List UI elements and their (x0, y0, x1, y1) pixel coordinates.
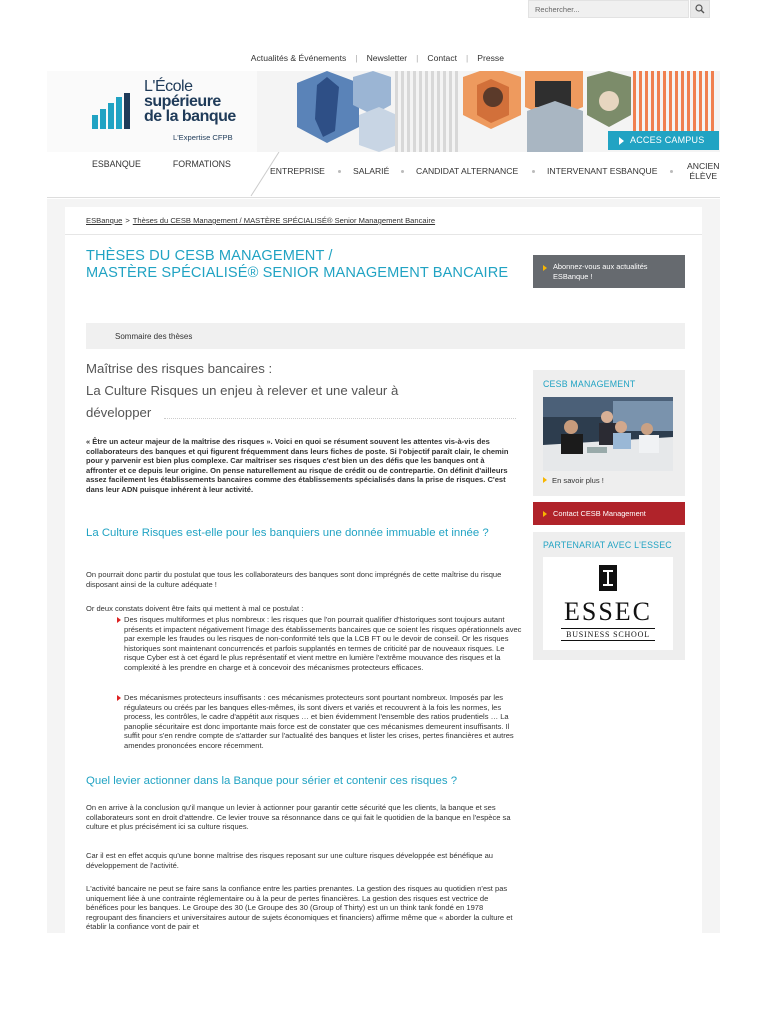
nav-candidat-alternance[interactable]: CANDIDAT ALTERNANCE (416, 166, 519, 176)
paragraph: Car il est en effet acquis qu'une bonne maîtrise des risques reposant sur une culture risques développée est bénéfique au développement de l'activité. (86, 851, 493, 870)
essec-subtitle: BUSINESS SCHOOL (561, 628, 655, 641)
breadcrumb-home[interactable]: ESBanque (86, 216, 123, 225)
acces-campus-button[interactable] (608, 131, 719, 150)
article-intro: « Être un acteur majeur de la maîtrise des risques ». Voici en quoi se résument souvent les attentes vis-à-vis des collaborateurs des banques et qui figurent fréquemment dans leurs fiches de poste. Si l'objectif paraît clair, le chemin pour y parvenir est bien plus complexe. Car maîtriser ses risques c'est bien un des défis que les banques ont à affronter et ce depuis leur origine. On pense naturellement au risque de crédit ou de contrepartie. On définit d'ailleurs assez facilement les établissements bancaires comme des établissements spécialisés dans la prise de risques. C'est dans leur ADN puisque inhérent à leur activité. (86, 437, 509, 494)
page-title-line2: MASTÈRE SPÉCIALISÉ® SENIOR MANAGEMENT BANCAIRE (86, 265, 509, 281)
dotted-divider (164, 418, 516, 419)
search-button[interactable] (690, 0, 710, 18)
list-item-text: Des mécanismes protecteurs insuffisants : ces mécanismes protecteurs sont pourtant nombreux. Imposés par les régulateurs ou créés par les banques elles-mêmes, ils sont divers et variés et recouvrent à la fois les normes, les process, les contrôles, le cadre d'appétit aux risques … et bien évidemment l'ensemble des ratios prudentiels … La panoplie sécuritaire est donc importante mais force est de constater que ces mécanismes demeurent insuffisants. Il suffit pour s'en rendre compte de s'attarder sur l'actualité des banques et lister les crises, pertes financières et autres amendes prononcées encore récemment. (124, 693, 514, 750)
sommaire-link[interactable]: Sommaire des thèses (86, 323, 685, 349)
article-heading-line2: La Culture Risques un enjeu à relever et une valeur à (86, 383, 399, 398)
logo[interactable] (47, 71, 257, 152)
link-contact[interactable]: Contact (427, 53, 458, 63)
paragraph: On pourrait donc partir du postulat que tous les collaborateurs des banques sont donc imprégnés de cette maîtrise du risque disposant ainsi de la culture adéquate ! (86, 570, 502, 589)
breadcrumb-separator: > (125, 216, 130, 225)
utility-links (242, 53, 513, 63)
utility-bar (0, 50, 768, 70)
nav-esbanque[interactable]: ESBANQUE (92, 159, 141, 169)
article-heading (86, 358, 516, 424)
nav-ancien-line1: ANCIEN (687, 161, 720, 171)
nav-salarie[interactable]: SALARIÉ (353, 166, 390, 176)
nav-dot (338, 170, 341, 173)
nav-dot (670, 170, 673, 173)
sidebar-essec-title[interactable]: PARTENARIAT AVEC L'ESSEC (543, 540, 672, 550)
primary-nav (92, 159, 231, 169)
sidebar-cesb-title[interactable]: CESB MANAGEMENT (543, 379, 636, 389)
main-nav (47, 152, 720, 198)
nav-formations[interactable]: FORMATIONS (172, 159, 231, 169)
essec-wordmark: ESSEC (563, 597, 653, 626)
subscribe-label: Abonnez-vous aux actualités ESBanque ! (553, 262, 648, 281)
nav-dot (532, 170, 535, 173)
page-title-line1: THÈSES DU CESB MANAGEMENT / (86, 248, 333, 264)
essec-emblem-icon (599, 565, 617, 591)
nav-dot (401, 170, 404, 173)
list-item-text: Des risques multiformes et plus nombreux : les risques que l'on pourrait qualifier d'historiques sont toujours autant présents et impactent négativement l'image des établissements bancaires que ce soient les risques opérationnels avec par exemple les fraudes ou les risques de non-conformité tels que la LCB FT ou le devoir de conseil. Or les risques historiques sont maintenant concurrencés et parfois supplantés en termes de criticité par de nouveaux risques. Le risque Cyber est à cet égard le plus représentatif et vient mettre en lumière l'extrême mouvance des risques et la complexité à les prendre en charge et à concevoir des mécanismes protecteurs efficaces. (124, 615, 522, 672)
list-item (124, 615, 522, 673)
cesb-photo[interactable] (543, 397, 673, 471)
logo-line3: de la banque (144, 108, 236, 125)
acces-campus-label: ACCES CAMPUS (630, 135, 705, 145)
en-savoir-plus-label: En savoir plus ! (552, 476, 604, 485)
bullet-arrow-icon (117, 617, 121, 623)
arrow-right-icon (619, 137, 624, 145)
search-icon (695, 4, 705, 14)
section-heading: La Culture Risques est-elle pour les banquiers une donnée immuable et innée ? (86, 527, 489, 539)
contact-cesb-button[interactable] (533, 502, 685, 525)
link-newsletter[interactable]: Newsletter (366, 53, 408, 63)
contact-cesb-label: Contact CESB Management (553, 509, 646, 518)
subscribe-button[interactable] (533, 255, 685, 288)
bullet-arrow-icon (117, 695, 121, 701)
separator: | (416, 53, 419, 63)
section-heading: Quel levier actionner dans la Banque pour sérier et contenir ces risques ? (86, 775, 458, 787)
logo-bars-icon (92, 93, 142, 133)
article-heading-line3: développer (86, 405, 152, 420)
divider (65, 234, 702, 235)
paragraph: L'activité bancaire ne peut se faire sans la confiance entre les parties prenantes. La gestion des risques au quotidien n'est pas uniquement liée à une contrainte réglementaire ou à la peur de pertes financières. La gestion des risques est vectrice de bénéfices pour les banques. Le Groupe des 30 (Le Groupe des 30 (Group of Thirty) est un un think tank fondé en 1978 regroupant des financiers et universitaires autour de sujets économiques et financiers) affirme même que « aborder la culture et établir la confiance vont de pair et (86, 884, 513, 932)
arrow-right-icon (543, 477, 547, 483)
separator: | (355, 53, 358, 63)
en-savoir-plus-link[interactable] (543, 476, 604, 485)
logo-line1: L'École (144, 78, 193, 95)
link-actualites[interactable]: Actualités & Événements (250, 53, 347, 63)
breadcrumb-current[interactable]: Thèses du CESB Management / MASTÈRE SPÉCIALISÉ® Senior Management Bancaire (132, 216, 436, 225)
list-item (124, 693, 522, 751)
logo-line2: supérieure (144, 93, 221, 110)
article-heading-line1: Maîtrise des risques bancaires : (86, 361, 273, 376)
search-input[interactable]: Rechercher... (528, 0, 689, 18)
nav-entreprise[interactable]: ENTREPRISE (270, 166, 325, 176)
paragraph: On en arrive à la conclusion qu'il manque un levier à actionner pour garantir cette sécurité que les clients, la banque et ses collaborateurs sont en droit d'attendre. Ce levier trouve sa résonnance dans ce qui fait le quotidien de la banque en l'espèce sa culture et plus précisément ici sa culture risques. (86, 803, 511, 832)
arrow-right-icon (543, 265, 547, 271)
page-title (86, 248, 508, 282)
essec-logo[interactable] (543, 557, 673, 650)
logo-wordmark (144, 79, 236, 124)
nav-intervenant[interactable]: INTERVENANT ESBANQUE (547, 166, 658, 176)
link-presse[interactable]: Presse (477, 53, 504, 63)
breadcrumb (86, 216, 435, 225)
separator: | (466, 53, 469, 63)
nav-ancien-eleve[interactable] (687, 161, 719, 181)
nav-ancien-line2: ÉLÈVE (689, 171, 718, 181)
paragraph: Or deux constats doivent être faits qui mettent à mal ce postulat : (86, 604, 304, 613)
arrow-right-icon (543, 511, 547, 517)
logo-tagline: L'Expertise CFPB (173, 133, 233, 142)
